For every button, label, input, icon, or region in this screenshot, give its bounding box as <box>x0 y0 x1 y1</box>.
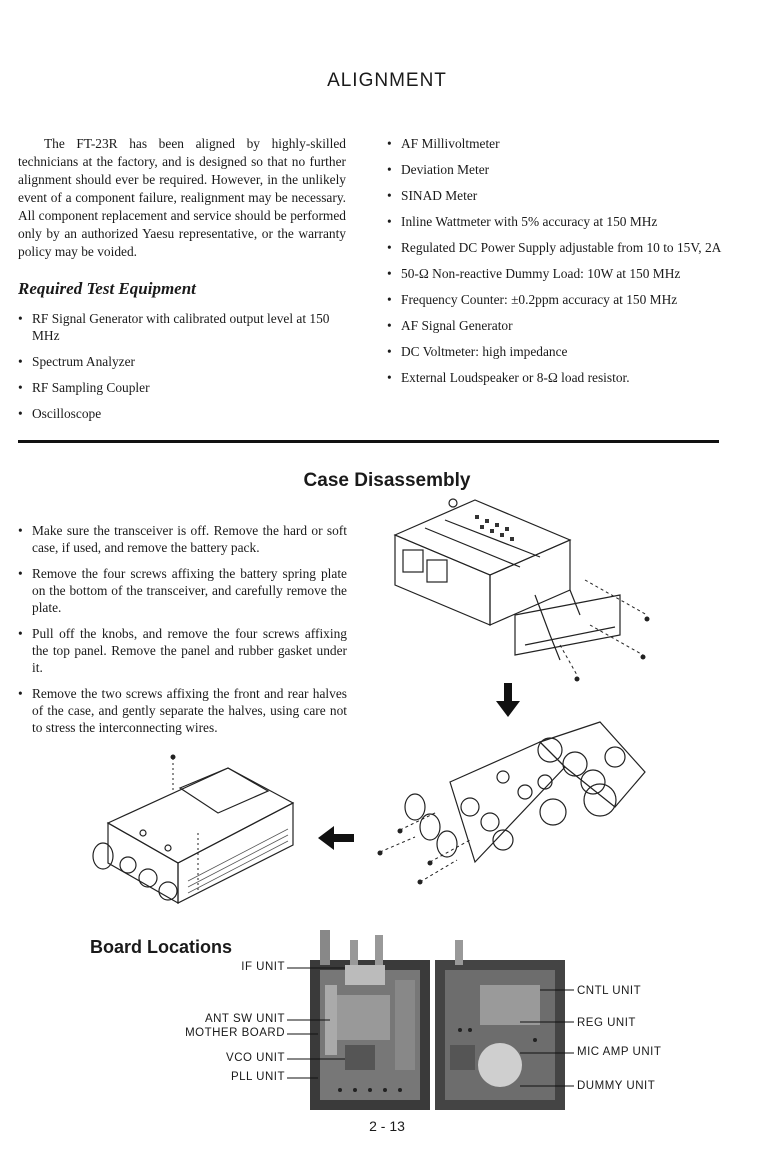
board-label-dummy-unit: DUMMY UNIT <box>577 1080 656 1092</box>
page-number: 2 - 13 <box>369 1118 405 1134</box>
board-label-reg-unit: REG UNIT <box>577 1017 636 1029</box>
list-item: • AF Millivoltmeter <box>386 135 731 152</box>
list-item: • Inline Wattmeter with 5% accuracy at 150 MHz <box>386 213 731 230</box>
required-equipment-heading: Required Test Equipment <box>18 279 196 298</box>
board-label-cntl-unit: CNTL UNIT <box>577 985 642 997</box>
list-item: • Oscilloscope <box>17 405 350 422</box>
list-item: • Remove the two screws affixing the front and rear halves of the case, and gently separate the halves, using care not to stress the interconnecting wires. <box>17 685 347 736</box>
board-locations-heading: Board Locations <box>90 937 233 957</box>
board-label-mic-amp-unit: MIC AMP UNIT <box>577 1046 662 1058</box>
board-label-vco-unit: VCO UNIT <box>226 1052 285 1064</box>
list-item: • 50-Ω Non-reactive Dummy Load: 10W at 150 MHz <box>386 265 731 282</box>
board-label-pll-unit: PLL UNIT <box>230 1071 285 1083</box>
list-item: • RF Sampling Coupler <box>17 379 350 396</box>
page-title: ALIGNMENT <box>327 70 447 91</box>
list-item: • Spectrum Analyzer <box>17 353 350 370</box>
board-label-if-unit: IF UNIT <box>241 961 285 973</box>
list-item: • Regulated DC Power Supply adjustable from 10 to 15V, 2A <box>386 239 731 256</box>
list-item: • RF Signal Generator with calibrated output level at 150 MHz <box>17 310 350 344</box>
alignment-intro: The FT-23R has been aligned by highly-skilled technicians at the factory, and is designed so that no further alignment should ever be required. However, in the unlikely event of a component failure, realignment may be necessary. All component replacement and service should be performed only by an authorized Yaesu representative, or the warranty policy may be voided. <box>18 136 346 259</box>
list-item: • Make sure the transceiver is off. Remove the hard or soft case, if used, and remove the battery pack. <box>17 522 347 556</box>
list-item: • AF Signal Generator <box>386 317 731 334</box>
list-item: • DC Voltmeter: high impedance <box>386 343 731 360</box>
board-label-mother-board: MOTHER BOARD <box>185 1027 285 1039</box>
list-item: • External Loudspeaker or 8-Ω load resistor. <box>386 369 731 386</box>
list-item: • SINAD Meter <box>386 187 731 204</box>
list-item: • Frequency Counter: ±0.2ppm accuracy at 150 MHz <box>386 291 731 308</box>
list-item: • Pull off the knobs, and remove the four screws affixing the top panel. Remove the panel and rubber gasket under it. <box>17 625 347 676</box>
board-label-ant-sw-unit: ANT SW UNIT <box>204 1013 285 1025</box>
case-disassembly-heading: Case Disassembly <box>303 470 471 491</box>
list-item: • Remove the four screws affixing the battery spring plate on the bottom of the transceiver, and carefully remove the plate. <box>17 565 347 616</box>
list-item: • Deviation Meter <box>386 161 731 178</box>
